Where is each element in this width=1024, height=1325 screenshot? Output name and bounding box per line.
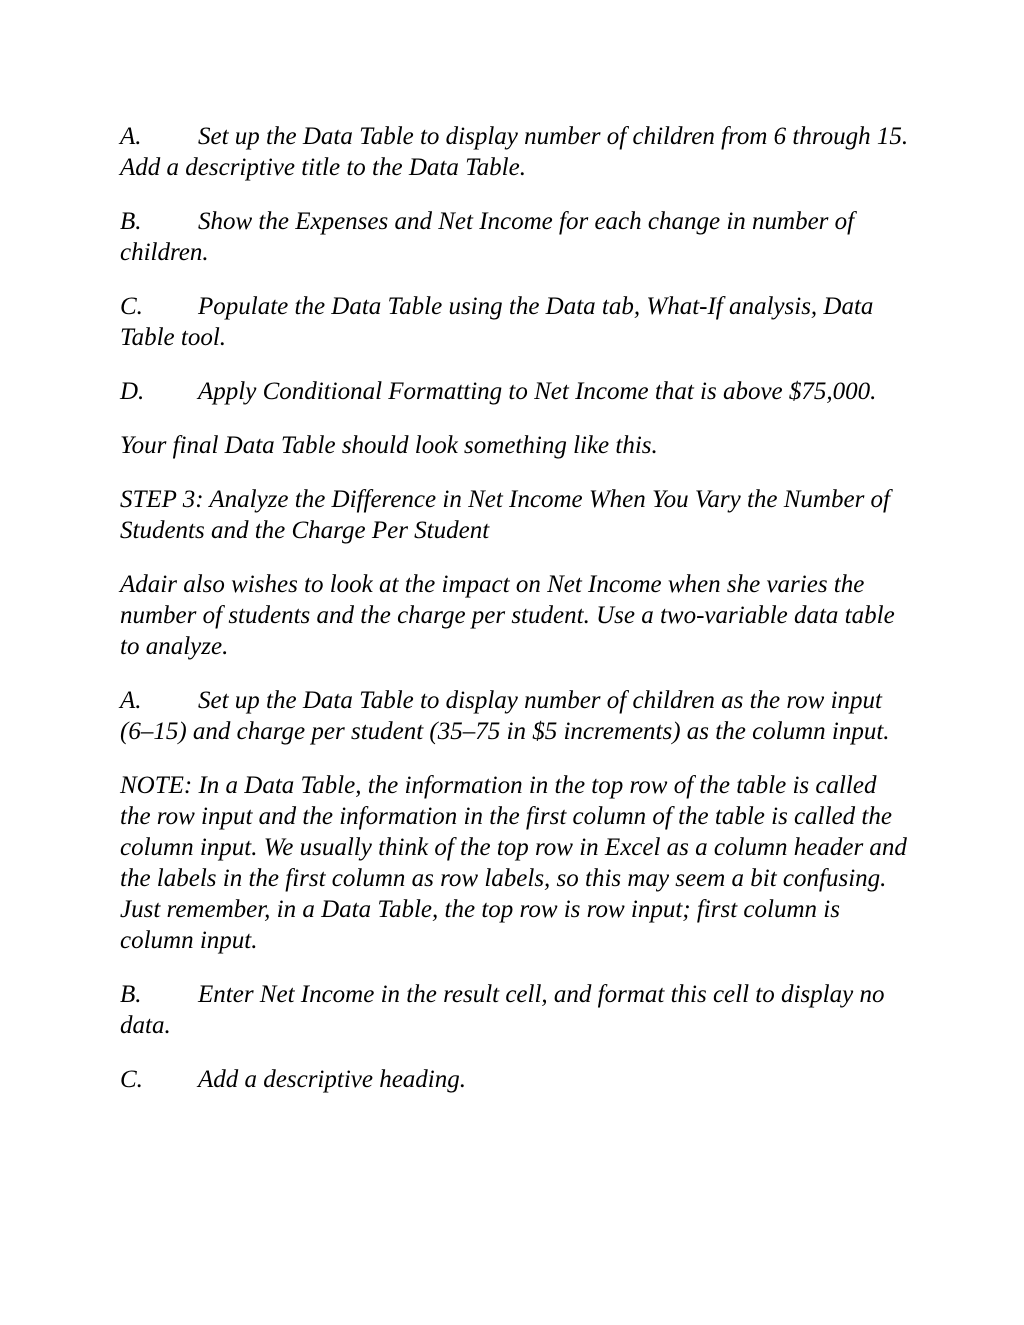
final-table-note: Your final Data Table should look something like this. [120,432,658,459]
step3-note: NOTE: In a Data Table, the information in the top row of the table is called the row input and the information in the first column of the table is called the column input. We usually think of the top row in Excel as a column header and the labels in the first column as row labels, so this may seem a bit confusing. Just remember, in a Data Table, the top row is row input; first column is column input. [120,772,907,954]
step3-item-c [120,1064,910,1095]
step2-item-b [120,206,910,268]
item-text: Show the Expenses and Net Income for each change in number of children. [120,208,855,266]
item-marker: C. [120,293,143,320]
item-text: Add a descriptive heading. [198,1066,466,1093]
item-marker: B. [120,208,142,235]
item-text: Enter Net Income in the result cell, and format this cell to display no data. [120,981,885,1039]
item-text: Apply Conditional Formatting to Net Income that is above $75,000. [198,378,877,405]
step3-intro: Adair also wishes to look at the impact on Net Income when she varies the number of students and the charge per student. Use a two-variable data table to analyze. [120,571,895,660]
step2-item-a [120,121,910,183]
step2-item-d [120,376,910,407]
item-marker: A. [120,687,142,714]
item-marker: C. [120,1066,143,1093]
item-marker: B. [120,981,142,1008]
step3-item-a [120,685,910,747]
item-text: Set up the Data Table to display number of children as the row input (6–15) and charge per student (35–75 in $5 increments) as the column input. [120,687,890,745]
item-marker: D. [120,378,145,405]
step2-item-c [120,291,910,353]
item-text: Set up the Data Table to display number of children from 6 through 15. Add a descriptive title to the Data Table. [120,123,909,181]
item-text: Populate the Data Table using the Data tab, What-If analysis, Data Table tool. [120,293,874,351]
step3-heading: STEP 3: Analyze the Difference in Net Income When You Vary the Number of Students and the Charge Per Student [120,486,891,544]
item-marker: A. [120,123,142,150]
step3-item-b [120,979,910,1041]
document-page [120,121,910,1118]
